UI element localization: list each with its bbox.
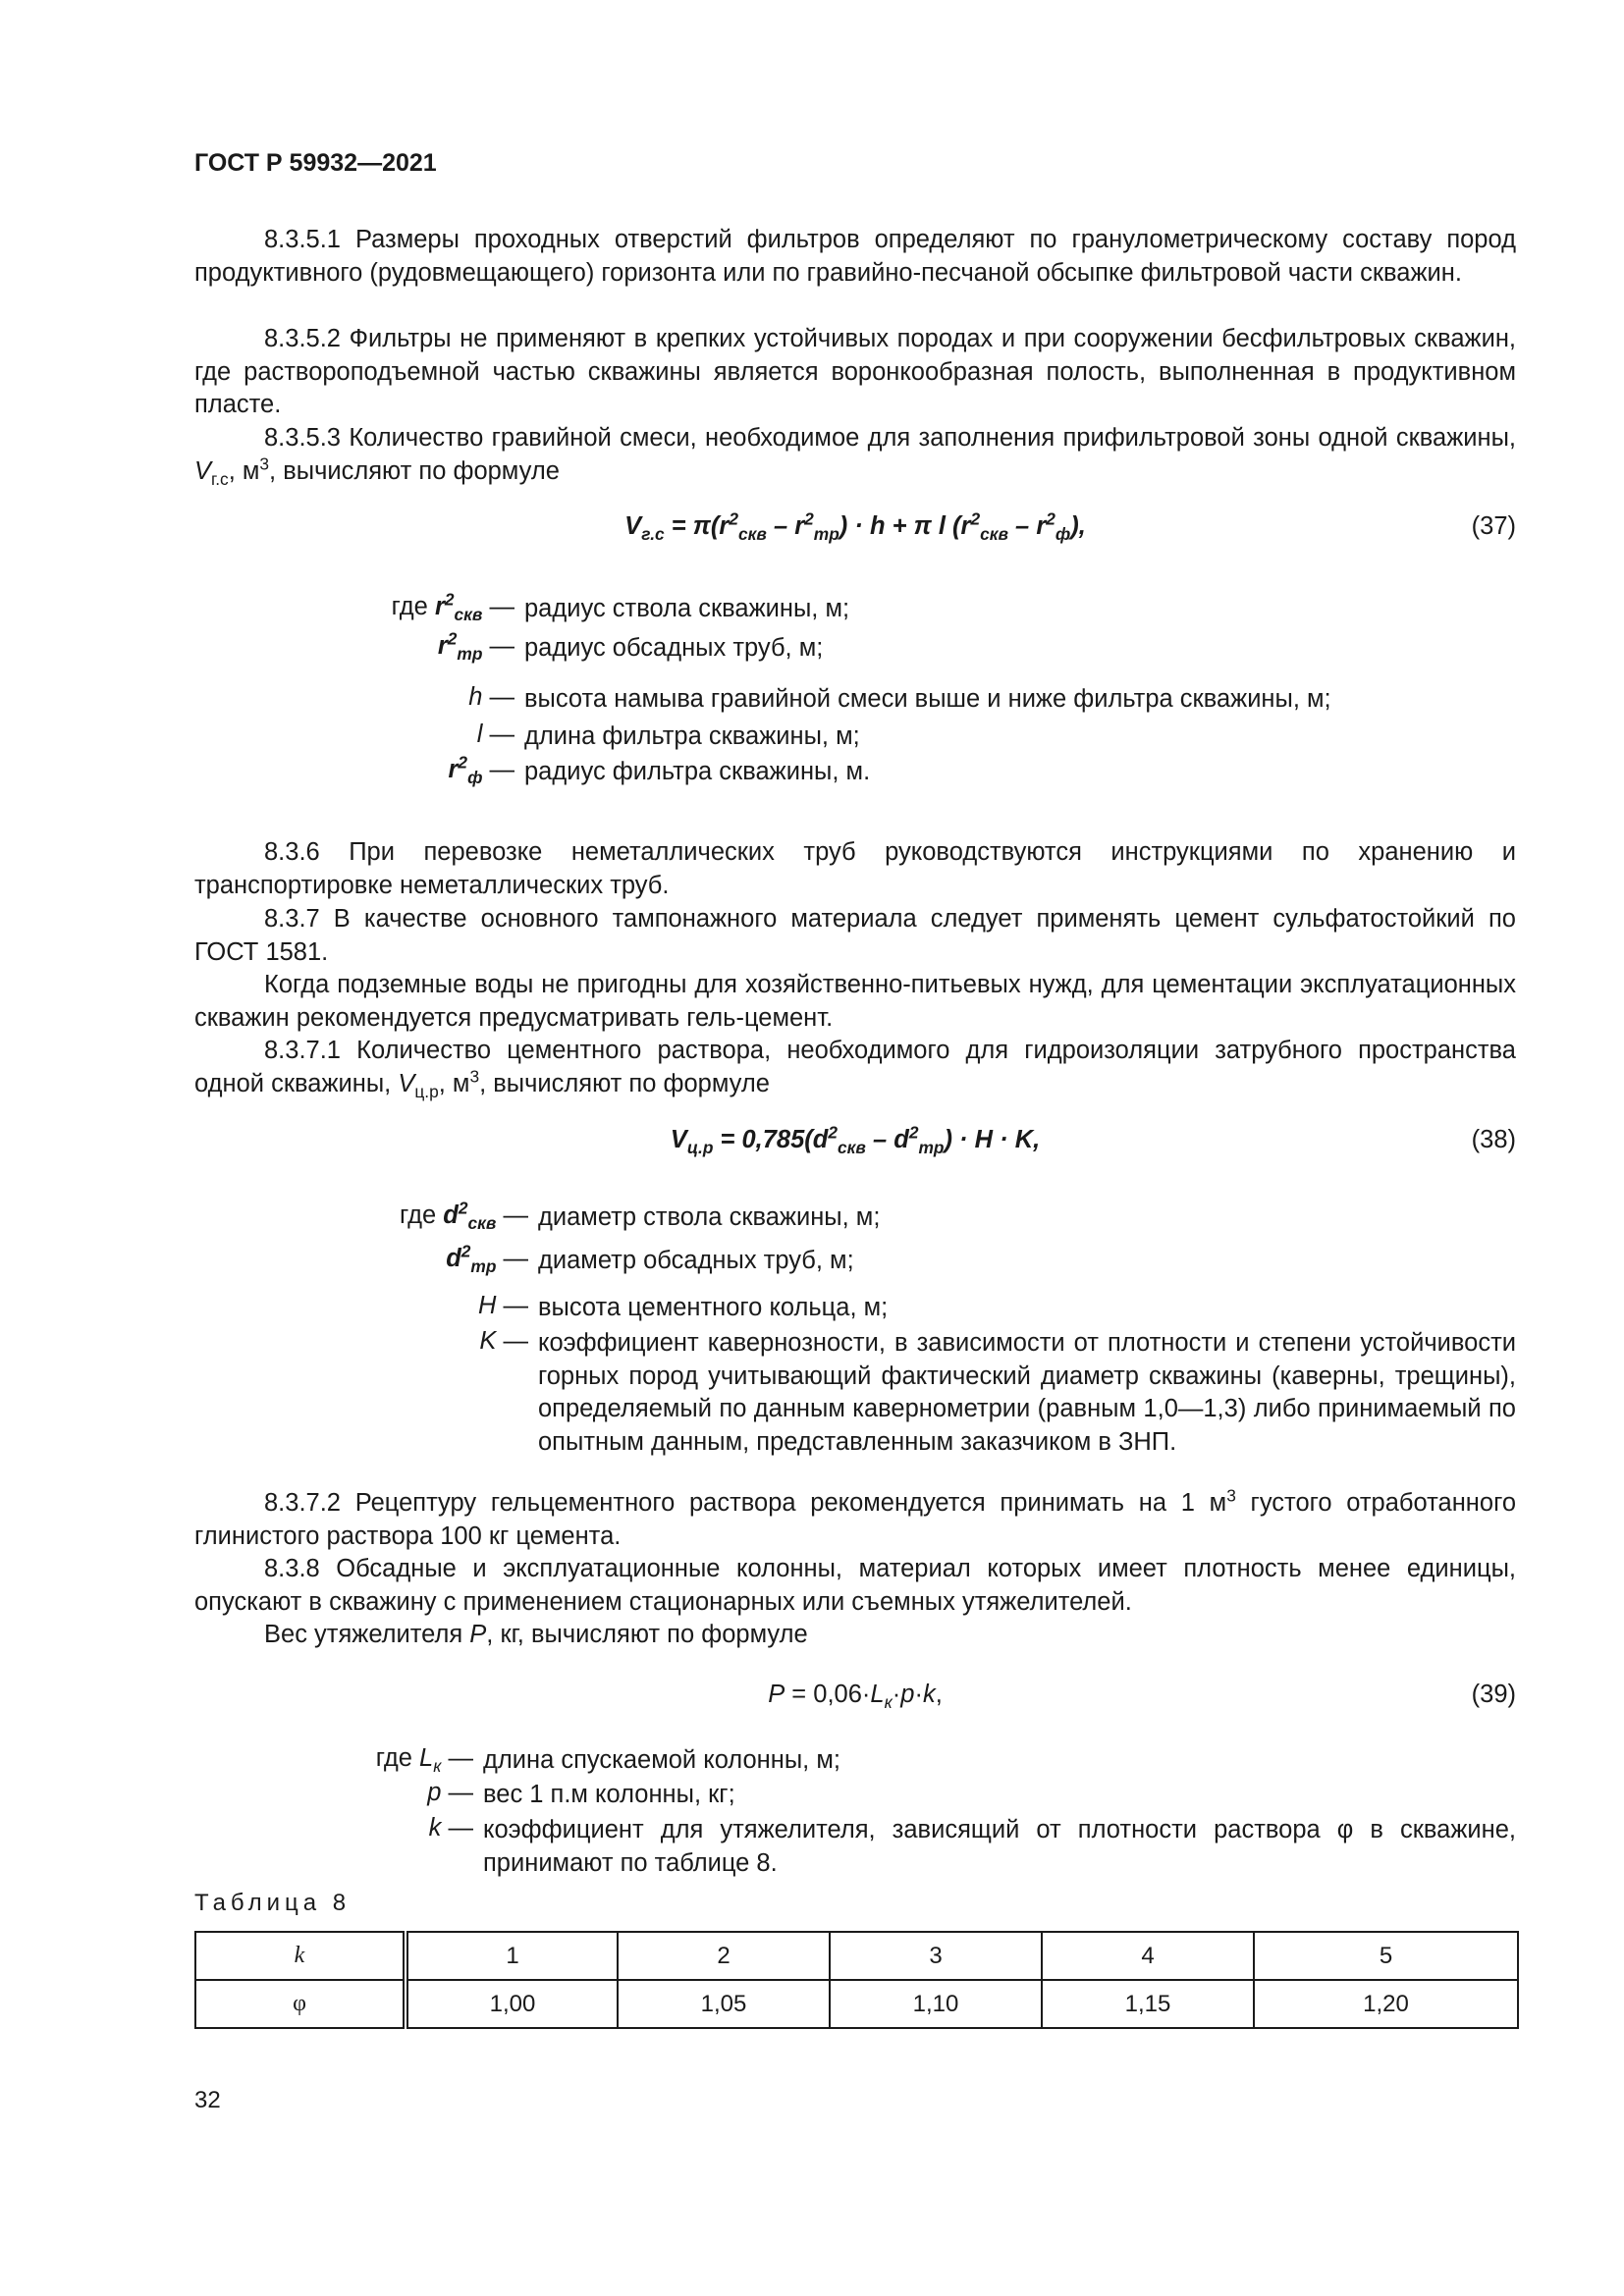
paragraph-8-3-8: 8.3.8 Обсадные и эксплуатационные колонны, материал которых имеет плотность менее единицы, опускают в скважину с применением стационарных или съемных утяжелителей. bbox=[194, 1555, 1516, 1616]
where-row: p — вес 1 п.м колонны, кг; bbox=[427, 1779, 735, 1808]
paragraph-8-3-5-1: 8.3.5.1 Размеры проходных отверстий фильтров определяют по гранулометрическому составу пород продуктивного (рудовмещающего) горизонта или по гравийно-песчаной обсыпке фильтровой части скважин. bbox=[194, 226, 1516, 287]
formula-39-expression: $P = 0,06\cdot L_к\cdot p\cdot k$, bbox=[768, 1681, 943, 1713]
paragraph-weight-formula-intro: Вес утяжелителя P, кг, вычисляют по формуле bbox=[264, 1621, 808, 1648]
formula-37-expression: $V_{г.с} = \pi(r^2_{скв} - r^2_{тр}) \cdot h + \pi$ l $(r^2_{скв} - r^2_ф)$, bbox=[624, 508, 1086, 545]
where-row: $d^2_{тр}$ — диаметр обсадных труб, м; bbox=[446, 1241, 854, 1277]
page-number: 32 bbox=[194, 2087, 221, 2113]
paragraph-8-3-5-3: 8.3.5.3 Количество гравийной смеси, необходимое для заполнения прифильтровой зоны одной скважины, $V_{г.с}$, $м^3$, вычисляют по формуле bbox=[194, 424, 1516, 489]
paragraph-8-3-5-2: 8.3.5.2 Фильтры не применяют в крепких устойчивых породах и при сооружении бесфильтровых скважин, где раствороподъемной частью скважины является воронкообразная полость, выполненная в продуктивном пласте. bbox=[194, 325, 1516, 418]
paragraph-8-3-7: 8.3.7 В качестве основного тампонажного материала следует применять цемент сульфатостойкий по ГОСТ 1581. bbox=[194, 905, 1516, 966]
table-cell: 4 bbox=[1042, 1932, 1254, 1980]
where-row: $r^2_ф$ — радиус фильтра скважины, м. bbox=[448, 752, 871, 788]
formula-38 bbox=[194, 1122, 1516, 1165]
paragraph-8-3-6: 8.3.6 При перевозке неметаллических труб руководствуются инструкциями по хранению и транспортировке неметаллических труб. bbox=[194, 838, 1516, 899]
table-cell: φ bbox=[195, 1980, 406, 2028]
table-8 bbox=[194, 1931, 1519, 2029]
where-word: где bbox=[399, 1201, 437, 1229]
formula-37 bbox=[194, 508, 1516, 552]
table-cell: 1,00 bbox=[406, 1980, 618, 2028]
table-cell: 1,20 bbox=[1254, 1980, 1518, 2028]
table-row bbox=[195, 1980, 1518, 2028]
where-row: h — высота намыва гравийной смеси выше и ниже фильтра скважины, м; bbox=[468, 683, 1331, 713]
table-cell: k bbox=[195, 1932, 406, 1980]
table-cell: 3 bbox=[830, 1932, 1042, 1980]
table-cell: 1,15 bbox=[1042, 1980, 1254, 2028]
table-caption: Таблица 8 bbox=[194, 1890, 352, 1916]
table-cell: 1 bbox=[406, 1932, 618, 1980]
table-cell: 5 bbox=[1254, 1932, 1518, 1980]
formula-39 bbox=[194, 1681, 1516, 1720]
formula-39-number: (39) bbox=[1471, 1681, 1516, 1708]
where-word: где bbox=[391, 593, 428, 620]
paragraph-8-3-7-1: 8.3.7.1 Количество цементного раствора, необходимого для гидроизоляции затрубного пространства одной скважины, $V_{ц.р}$, $м^3$, вычисляют по формуле bbox=[194, 1037, 1516, 1101]
where-row: где $d^2_{скв}$ — диаметр ствола скважины, м; bbox=[399, 1198, 881, 1234]
where-row: H — высота цементного кольца, м; bbox=[477, 1292, 889, 1321]
document-header: ГОСТ Р 59932—2021 bbox=[194, 149, 437, 177]
where-word: где bbox=[375, 1744, 412, 1772]
paragraph-8-3-7-gel: Когда подземные воды не пригодны для хозяйственно-питьевых нужд, для цементации эксплуатационных скважин рекомендуется предусматривать гель-цемент. bbox=[194, 971, 1516, 1032]
where-row: $r^2_{тр}$ — радиус обсадных труб, м; bbox=[437, 628, 824, 665]
paragraph-8-3-7-2: 8.3.7.2 Рецептуру гельцементного раствора рекомендуется принимать на 1 $м^3$ густого отработанного глинистого раствора 100 кг цемента. bbox=[194, 1485, 1516, 1550]
table-cell: 1,10 bbox=[830, 1980, 1042, 2028]
table-cell: 2 bbox=[618, 1932, 830, 1980]
where-row: l — длина фильтра скважины, м; bbox=[476, 721, 860, 750]
table-row bbox=[195, 1932, 1518, 1980]
where-row: k — коэффициент для утяжелителя, зависящий от плотности раствора φ в скважине, принимают по таблице 8. bbox=[428, 1814, 1516, 1877]
formula-38-number: (38) bbox=[1471, 1126, 1516, 1153]
where-row: K — коэффициент кавернозности, в зависимости от плотности и степени устойчивости горных пород учитывающий фактический диаметр скважины (каверны, трещины), определяемый по данным кавернометрии (равным 1,0—1,3) либо принимаемый по опытным данным, представленным заказчиком в ЗНП. bbox=[479, 1327, 1516, 1456]
formula-37-number: (37) bbox=[1471, 512, 1516, 540]
where-row: где $r^2_{скв}$ — радиус ствола скважины, м; bbox=[391, 589, 850, 625]
where-row: где $L_к$ — длина спускаемой колонны, м; bbox=[375, 1744, 840, 1777]
formula-38-expression: $V_{ц.р} = 0,785(d^2_{скв} - d^2_{тр}) \cdot H \cdot K$, bbox=[670, 1122, 1041, 1158]
table-cell: 1,05 bbox=[618, 1980, 830, 2028]
